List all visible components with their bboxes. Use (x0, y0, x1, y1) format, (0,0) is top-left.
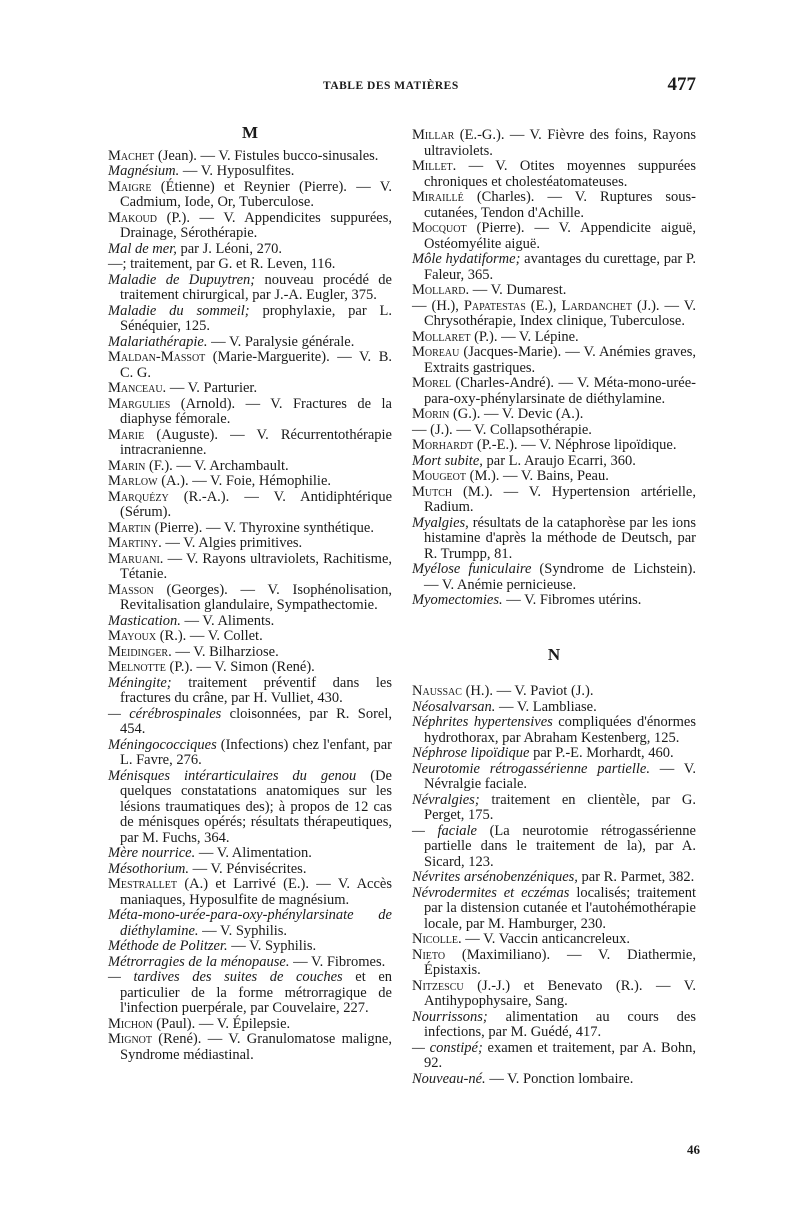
index-entry (412, 159, 696, 190)
entry-body: — V. Lambliase. (495, 698, 597, 715)
entry-body: nouveau procédé de traitement chirurgical, par J.-A. Eugler, 375. (120, 271, 392, 303)
entry-body: — V. Névralgie faciale. (424, 760, 696, 792)
index-entry (108, 660, 392, 676)
entry-body: — V. Fibromes utérins. (502, 592, 642, 608)
entry-body: alimentation au cours des infections, par M. Guédé, 417. (424, 1008, 696, 1040)
entry-head: Maladie de Dupuytren; (108, 271, 256, 288)
entry-body: (P.). — V. Lépine. (470, 328, 579, 345)
right-column (412, 128, 696, 1087)
entry-body: (J.-J.) et Benevato (R.). — V. Antihypophysaire, Sang. (424, 977, 696, 1009)
index-entry (108, 862, 392, 878)
index-entry (108, 459, 392, 475)
index-entry (412, 746, 696, 762)
index-entry (412, 979, 696, 1010)
entry-head: —; traitement, (108, 256, 193, 272)
entry-body: — V. Syphilis. (227, 938, 317, 954)
entry-body: (G.). — V. Devic (A.). (449, 406, 584, 422)
entry-head: Maruani. (108, 550, 164, 567)
entry-head: Mollard. (412, 282, 470, 298)
entry-body: — V. Parturier. (166, 380, 258, 396)
index-entry (108, 769, 392, 847)
entry-body: (Syndrome de Lichstein). — V. Anémie pernicieuse. (424, 561, 696, 593)
section-heading-m: M (241, 123, 259, 142)
index-entry (412, 1010, 696, 1041)
entry-head: Maldan-Massot (108, 349, 206, 365)
entry-head: Méta-mono-urée-para-oxy-phénylarsinate de diéthylamine. (108, 907, 392, 939)
index-entry (412, 283, 696, 299)
signature-mark: 46 (687, 1142, 700, 1157)
index-entry (108, 846, 392, 862)
index-entry (108, 908, 392, 939)
index-entry (412, 1041, 696, 1072)
index-entry (108, 707, 392, 738)
entry-head: Melnotte (108, 659, 166, 675)
entry-head: Michon (108, 1015, 153, 1032)
index-entry (108, 955, 392, 971)
entry-body: (Pierre). — V. Appendicite aiguë, Ostéomyélite aiguë. (424, 220, 696, 252)
entry-body: (M.). — V. Hypertension artérielle, Radium. (424, 483, 696, 515)
entry-body: (A.). — V. Foie, Hémophilie. (157, 473, 332, 489)
entry-body: — V. Ponction lombaire. (485, 1070, 634, 1087)
entry-body: traitement en clientèle, par G. Perget, 175. (424, 791, 696, 823)
entry-body: — V. Syphilis. (198, 922, 288, 939)
index-entry (108, 490, 392, 521)
entry-body: — V. Collapsothérapie. (452, 421, 592, 438)
entry-head: Mocquot (412, 220, 467, 236)
index-entry (108, 614, 392, 630)
entry-body: traitement préventif dans les fractures du crâne, par H. Vulliet, 430. (120, 674, 392, 706)
entry-body: (Charles). — V. Ruptures sous-cutanées, Tendon d'Achille. (424, 189, 696, 221)
index-entry (412, 299, 696, 330)
entry-body: — V. Otites moyennes suppurées chroniques et cholestéatomateuses. (424, 158, 696, 190)
entry-head: — constipé; (412, 1039, 483, 1056)
entry-body: (Jean). — V. Fistules bucco-sinusales. (154, 147, 379, 164)
entry-head: Miraillé (412, 189, 464, 205)
entry-head: Marin (108, 457, 146, 474)
index-entry (108, 1032, 392, 1063)
entry-body: avantages du curettage, par P. Faleur, 365. (424, 251, 697, 283)
entry-head: Millet. (412, 158, 457, 174)
entry-body: localisés; traitement par la distension cutanée et l'autohémothérapie locale, par M. Hamburger, 230. (424, 884, 696, 932)
index-entry (108, 350, 392, 381)
entry-head: Machet (108, 147, 155, 164)
entry-head: Néosalvarsan. (412, 698, 496, 715)
entry-body: (Auguste). — V. Récurrentothérapie intracranienne. (120, 426, 392, 458)
entry-body: — V. Dumarest. (469, 282, 567, 298)
entry-head: Mougeot (412, 468, 466, 484)
entry-body: (Marie-Marguerite). — V. B. C. G. (120, 349, 392, 381)
entry-body: (René). — V. Granulomatose maligne, Syndrome médiastinal. (120, 1031, 392, 1063)
entry-body: (R.-A.). — V. Antidiphtérique (Sérum). (120, 488, 392, 520)
entry-body: (A.) et Larrivé (E.). — V. Accès maniaques, Hyposulfite de magnésium. (120, 876, 392, 908)
entry-body: (P.-E.). — V. Néphrose lipoïdique. (473, 437, 677, 453)
index-entry (412, 345, 696, 376)
index-entry (108, 521, 392, 537)
entry-head: Marlow (108, 473, 158, 489)
entry-head: Ménisques intérarticulaires du genou (108, 767, 357, 784)
left-entries (108, 149, 392, 1064)
entry-head: Marquézy (108, 488, 169, 505)
index-entry (412, 376, 696, 407)
entry-body: — V. Paralysie générale. (207, 333, 355, 350)
entry-head: Moreau (412, 344, 460, 360)
index-entry (412, 330, 696, 346)
index-entry (108, 738, 392, 769)
entry-head: Métrorragies de la ménopause. (108, 953, 290, 970)
entry-body: (P.). — V. Simon (René). (165, 659, 315, 675)
index-entry (108, 877, 392, 908)
index-entry (108, 273, 392, 304)
entry-head: Mal de mer, (108, 240, 177, 257)
index-entry (108, 381, 392, 397)
entry-body: — V. Alimentation. (195, 845, 312, 861)
entry-body: — V. Chrysothérapie, Index clinique, Tuberculose. (424, 297, 696, 329)
index-entry (108, 242, 392, 258)
entry-head: Mastication. (108, 612, 181, 629)
entry-body: (E.-G.). — V. Fièvre des foins, Rayons ultraviolets. (424, 127, 696, 159)
index-entry (412, 423, 696, 439)
index-entry (412, 948, 696, 979)
entry-body: — V. Rayons ultraviolets, Rachitisme, Tétanie. (120, 550, 392, 582)
entry-body: — V. Hyposulfites. (179, 163, 295, 179)
entry-head: Méthode de Politzer. (108, 938, 228, 954)
entry-head: Maigre (108, 178, 152, 195)
entry-head: — cérébrospinales (108, 705, 222, 722)
index-entry (412, 886, 696, 933)
entry-head: Masson (108, 581, 154, 598)
entry-head: Myélose funiculaire (412, 561, 532, 577)
index-entry (108, 149, 392, 165)
index-entry (412, 793, 696, 824)
right-entries-m (412, 128, 696, 609)
entry-body: examen et traitement, par A. Bohn, 92. (424, 1039, 696, 1071)
entry-head: Naussac (412, 683, 462, 699)
entry-head: Nitzescu (412, 977, 464, 994)
index-entry (108, 428, 392, 459)
index-entry (412, 454, 696, 470)
index-entry (412, 128, 696, 159)
entry-head: Meidinger. (108, 643, 172, 660)
entry-body: (De quelques constatations anatomiques sur les lésions traumatiques des); à propos de 12 cas de ménisques opérés; résultats thérapeutiques, par M. Fuchs, 364. (120, 767, 392, 846)
entry-body: (H.). — V. Paviot (J.). (461, 683, 594, 699)
page-header (108, 74, 700, 108)
entry-body: par G. et R. Leven, 116. (192, 256, 336, 272)
entry-body: (Georges). — V. Isophénolisation, Revitalisation glandulaire, Sympathectomie. (120, 581, 392, 613)
entry-body: (Infections) chez l'enfant, par L. Favre, 276. (120, 736, 392, 768)
entry-body: (Étienne) et Reynier (Pierre). — V. Cadmium, Iode, Or, Tuberculose. (120, 178, 392, 210)
index-entry (412, 562, 696, 593)
index-entry (412, 700, 696, 716)
entry-head: Maladie du sommeil; (108, 302, 250, 319)
entry-head: Myalgies, (412, 514, 469, 531)
entry-body: (La neurotomie rétrogassérienne partielle dans le traitement de la), par A. Sicard, 123. (424, 822, 696, 870)
entry-body: — V. Aliments. (180, 612, 275, 629)
entry-head: Mère nourrice. (108, 845, 196, 861)
entry-head: — faciale (412, 822, 477, 839)
entry-head: Nicolle. (412, 931, 462, 947)
index-entry (108, 676, 392, 707)
entry-head: Mort subite, (412, 452, 483, 469)
index-entry (412, 252, 696, 283)
entry-body: par P.-E. Morhardt, 460. (529, 745, 674, 761)
entry-head: — (H.), Papatestas (E.), Lardanchet (J.). (412, 297, 660, 314)
entry-body: prophylaxie, par L. Sénéquier, 125. (120, 302, 392, 334)
entry-head: Névrites arsénobenzéniques, (412, 869, 578, 885)
entry-head: Malariathérapie. (108, 333, 208, 350)
index-entry (108, 645, 392, 661)
entry-head: Mutch (412, 483, 453, 500)
entry-head: Neurotomie rétrogassérienne partielle. (412, 760, 650, 777)
index-entry (412, 762, 696, 793)
entry-body: — V. Pénvisécrites. (188, 860, 307, 877)
index-entry (108, 552, 392, 583)
index-entry (108, 536, 392, 552)
index-entry (412, 684, 696, 700)
section-heading-n: N (547, 644, 561, 664)
entry-head: — (J.). (412, 421, 453, 438)
entry-body: par L. Araujo Ecarri, 360. (482, 452, 636, 469)
index-entry (412, 469, 696, 485)
entry-body: (M.). — V. Bains, Peau. (466, 468, 609, 484)
entry-head: Méningite; (108, 674, 172, 691)
right-entries-n (412, 684, 696, 1087)
entry-head: Méningococciques (108, 736, 217, 753)
entry-body: compliquées d'énormes hydrothorax, par Abraham Kestenberg, 125. (424, 714, 696, 746)
entry-head: Mestrallet (108, 876, 177, 892)
index-entry (412, 485, 696, 516)
entry-head: Nieto (412, 946, 446, 963)
index-entry (412, 1072, 696, 1088)
entry-head: Néphrites hypertensives (412, 714, 553, 730)
entry-head: Môle hydatiforme; (412, 251, 521, 267)
page-number: 477 (667, 74, 696, 95)
running-title: TABLE DES MATIÈRES (323, 80, 459, 92)
entry-head: Manceau. (108, 380, 167, 396)
index-entry (412, 438, 696, 454)
entry-body: (Jacques-Marie). — V. Anémies graves, Extraits gastriques. (424, 344, 696, 376)
entry-head: Morhardt (412, 437, 474, 453)
index-entry (108, 397, 392, 428)
entry-head: Millar (412, 127, 455, 143)
index-entry (108, 180, 392, 211)
entry-head: Myomectomies. (412, 592, 503, 608)
index-entry (108, 257, 392, 273)
entry-body: (Arnold). — V. Fractures de la diaphyse fémorale. (120, 395, 392, 427)
entry-body: (R.). — V. Collet. (156, 628, 263, 644)
entry-body: (Paul). — V. Épilepsie. (152, 1015, 291, 1032)
entry-body: résultats de la cataphorèse par les ions histamine d'après la méthode de Deutsch, par R. Trumpp, 81. (424, 514, 696, 562)
entry-head: Mollaret (412, 328, 471, 345)
entry-head: Mésothorium. (108, 860, 189, 877)
entry-head: Margulies (108, 395, 171, 412)
index-entry (412, 715, 696, 746)
index-entry (108, 939, 392, 955)
index-entry (412, 190, 696, 221)
index-entry (108, 474, 392, 490)
index-entry (412, 407, 696, 423)
entry-body: — V. Algies primitives. (161, 535, 303, 551)
index-entry (108, 164, 392, 180)
entry-body: (Charles-André). — V. Méta-mono-urée-para-oxy-phénylarsinate de diéthylamine. (424, 375, 696, 407)
entry-body: (F.). — V. Archambault. (145, 457, 289, 474)
entry-head: Névralgies; (412, 791, 480, 808)
entry-body: (Pierre). — V. Thyroxine synthétique. (150, 519, 374, 536)
entry-body: par J. Léoni, 270. (176, 240, 282, 257)
index-entry (108, 335, 392, 351)
index-entry (108, 583, 392, 614)
index-entry (108, 304, 392, 335)
entry-body: — V. Fibromes. (289, 953, 386, 970)
entry-head: Martin (108, 519, 151, 536)
entry-head: Néphrose lipoïdique (412, 745, 530, 761)
entry-head: Morel (412, 375, 452, 391)
entry-body: (P.). — V. Appendicites suppurées, Drainage, Sérothérapie. (120, 209, 392, 241)
entry-head: Martiny. (108, 535, 162, 551)
entry-head: Mignot (108, 1031, 152, 1047)
entry-head: Marie (108, 426, 145, 443)
entry-body: et en particulier de la forme métrorragique de l'infection puerpérale, par Couvelaire, 227. (120, 969, 393, 1016)
entry-head: Mayoux (108, 628, 157, 644)
index-entry (108, 211, 392, 242)
entry-body: — V. Bilharziose. (171, 643, 279, 660)
entry-head: Morin (412, 406, 450, 422)
entry-head: Nourrissons; (412, 1008, 488, 1025)
index-entry (412, 932, 696, 948)
left-column (108, 123, 392, 1063)
entry-body: — V. Vaccin anticancreleux. (461, 931, 630, 947)
entry-body: cloisonnées, par R. Sorel, 454. (120, 705, 392, 737)
index-entry (412, 516, 696, 563)
entry-head: — tardives des suites de couches (108, 969, 343, 985)
index-entry (412, 593, 696, 609)
entry-head: Makoud (108, 209, 158, 226)
entry-body: par R. Parmet, 382. (577, 869, 695, 885)
index-entry (108, 1017, 392, 1033)
index-entry (412, 870, 696, 886)
entry-head: Magnésium. (108, 163, 180, 179)
index-entry (108, 970, 392, 1017)
index-entry (412, 221, 696, 252)
entry-head: Névrodermites et eczémas (412, 884, 570, 901)
entry-head: Nouveau-né. (412, 1070, 486, 1087)
index-entry (108, 629, 392, 645)
entry-body: (Maximiliano). — V. Diathermie, Épistaxis. (424, 946, 696, 978)
index-entry (412, 824, 696, 871)
